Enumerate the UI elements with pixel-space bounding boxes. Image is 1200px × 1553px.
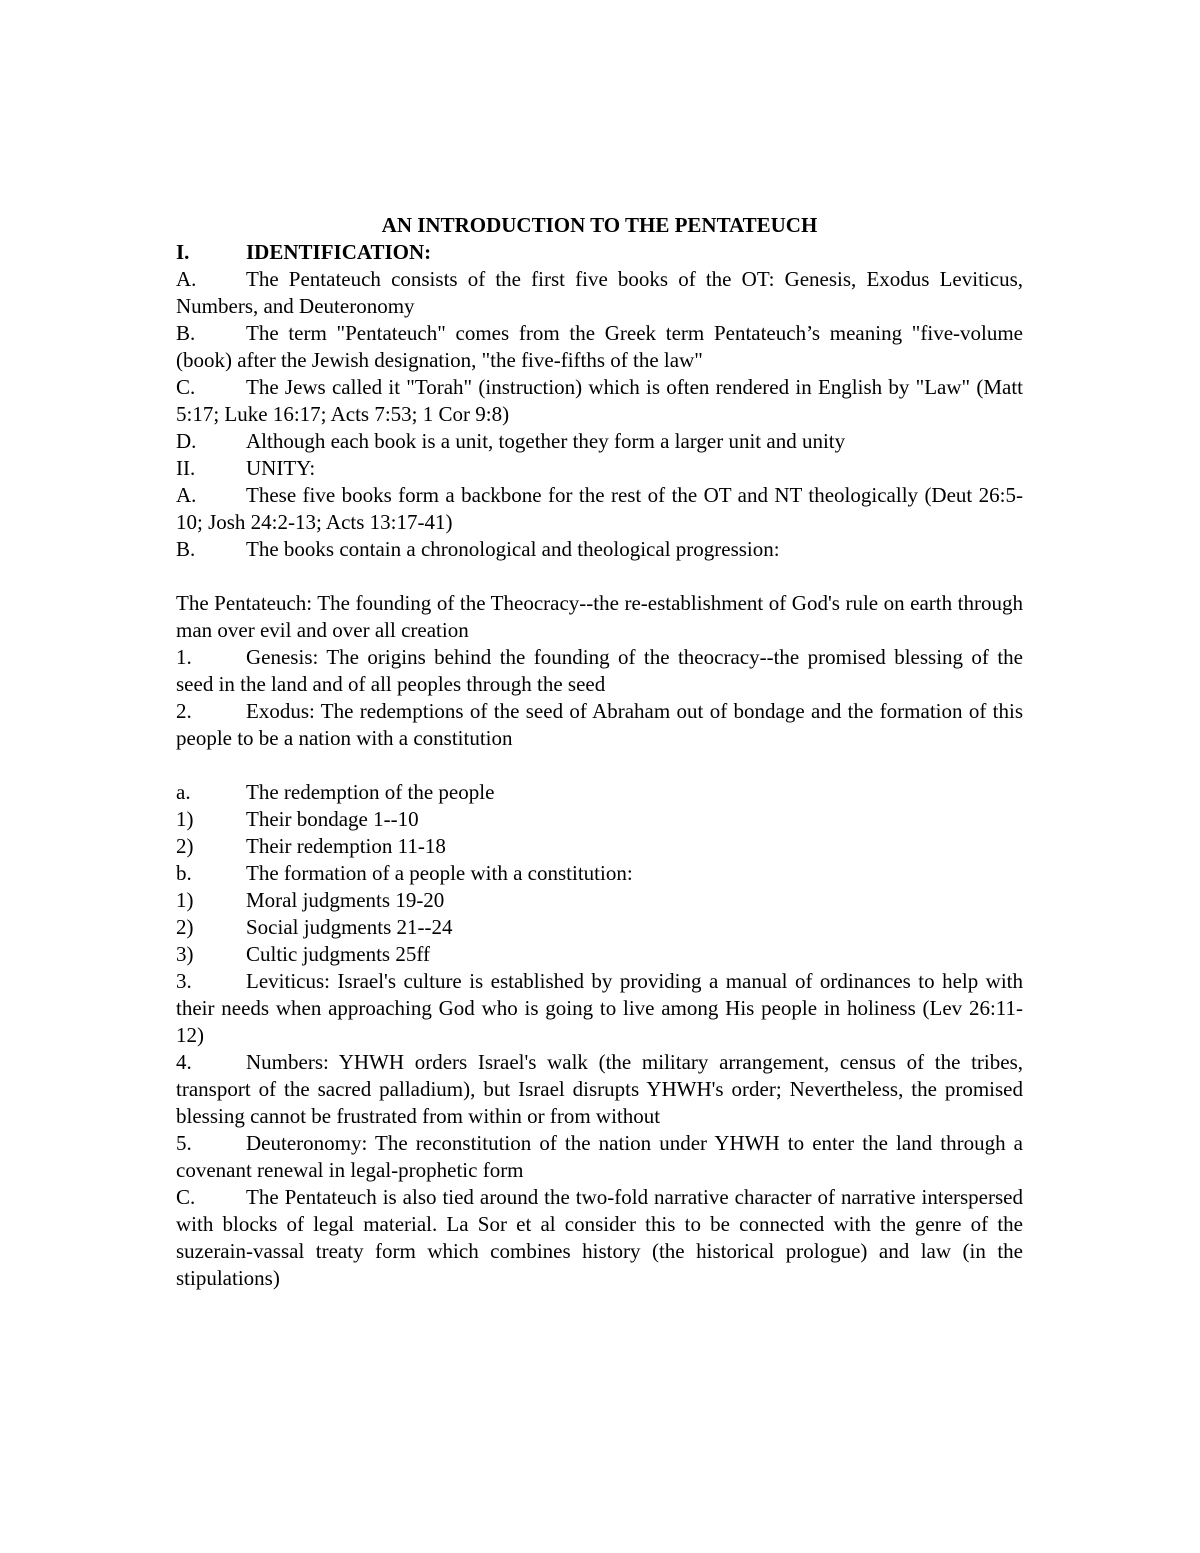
item-text: The formation of a people with a constitution:	[246, 861, 633, 885]
item-marker: B.	[176, 537, 196, 561]
outline-item	[176, 644, 1023, 698]
outline-item	[176, 1049, 1023, 1130]
outline-item	[176, 806, 1023, 833]
item-marker: b.	[176, 861, 192, 885]
item-text: The Jews called it "Torah" (instruction) which is often rendered in English by "Law" (Matt 5:17; Luke 16:17; Acts 7:53; 1 Cor 9:8)	[176, 375, 1023, 426]
item-text: Social judgments 21--24	[246, 915, 453, 939]
outline-item	[176, 428, 1023, 455]
outline-item	[176, 374, 1023, 428]
outline-item	[176, 320, 1023, 374]
item-text: Leviticus: Israel's culture is established by providing a manual of ordinances to help with their needs when approaching God who is going to live among His people in holiness (Lev 26:11-12)	[176, 969, 1023, 1047]
item-text: Exodus: The redemptions of the seed of Abraham out of bondage and the formation of this people to be a nation with a constitution	[176, 699, 1023, 750]
item-marker: C.	[176, 375, 196, 399]
outline-item	[176, 914, 1023, 941]
spacer	[176, 563, 1023, 590]
item-marker: 2.	[176, 699, 192, 723]
outline-item	[176, 1184, 1023, 1292]
item-text: Although each book is a unit, together they form a larger unit and unity	[246, 429, 846, 453]
item-text: Moral judgments 19-20	[246, 888, 445, 912]
item-text: Deuteronomy: The reconstitution of the nation under YHWH to enter the land through a covenant renewal in legal-prophetic form	[176, 1131, 1023, 1182]
section-marker: I.	[176, 240, 190, 264]
item-marker: 2)	[176, 834, 194, 858]
item-text: Cultic judgments 25ff	[246, 942, 430, 966]
item-text: Numbers: YHWH orders Israel's walk (the military arrangement, census of the tribes, transport of the sacred palladium), but Israel disrupts YHWH's order; Nevertheless, the promised blessing cannot be frustrated from within or from without	[176, 1050, 1023, 1128]
item-marker: 1)	[176, 888, 194, 912]
item-text: The books contain a chronological and theological progression:	[246, 537, 780, 561]
section-heading-identification	[176, 239, 1023, 266]
outline-item	[176, 941, 1023, 968]
outline-item	[176, 536, 1023, 563]
item-marker: D.	[176, 429, 197, 453]
item-text: Genesis: The origins behind the founding of the theocracy--the promised blessing of the seed in the land and of all peoples through the seed	[176, 645, 1023, 696]
item-marker: 3)	[176, 942, 194, 966]
item-text: The term "Pentateuch" comes from the Greek term Pentateuch’s meaning "five-volume (book) after the Jewish designation, "the five-fifths of the law"	[176, 321, 1023, 372]
item-marker: A.	[176, 483, 197, 507]
outline-item	[176, 887, 1023, 914]
item-marker: 3.	[176, 969, 192, 993]
outline-item	[176, 1130, 1023, 1184]
item-marker: 1)	[176, 807, 194, 831]
item-marker: 5.	[176, 1131, 192, 1155]
section-title: UNITY:	[246, 456, 316, 480]
item-marker: C.	[176, 1185, 196, 1209]
spacer	[176, 752, 1023, 779]
outline-item	[176, 860, 1023, 887]
item-marker: 1.	[176, 645, 192, 669]
item-text: Their redemption 11-18	[246, 834, 446, 858]
outline-item	[176, 482, 1023, 536]
item-text: These five books form a backbone for the rest of the OT and NT theologically (Deut 26:5-10; Josh 24:2-13; Acts 13:17-41)	[176, 483, 1023, 534]
section-title: IDENTIFICATION:	[246, 240, 432, 264]
item-text: The redemption of the people	[246, 780, 495, 804]
outline-item	[176, 779, 1023, 806]
section-marker: II.	[176, 456, 196, 480]
outline-item	[176, 833, 1023, 860]
item-marker: B.	[176, 321, 196, 345]
item-text: The Pentateuch consists of the first five books of the OT: Genesis, Exodus Leviticus, Numbers, and Deuteronomy	[176, 267, 1023, 318]
item-marker: A.	[176, 267, 197, 291]
item-text: The Pentateuch is also tied around the two-fold narrative character of narrative interspersed with blocks of legal material. La Sor et al consider this to be connected with the genre of the suzerain-vassal treaty form which combines history (the historical prologue) and law (in the stipulations)	[176, 1185, 1023, 1290]
document-title: AN INTRODUCTION TO THE PENTATEUCH	[381, 213, 818, 237]
intro-paragraph: The Pentateuch: The founding of the Theocracy--the re-establishment of God's rule on earth through man over evil and over all creation	[176, 591, 1023, 642]
document-page	[176, 212, 1023, 1292]
item-marker: 4.	[176, 1050, 192, 1074]
item-text: Their bondage 1--10	[246, 807, 419, 831]
section-heading-unity	[176, 455, 1023, 482]
item-marker: a.	[176, 780, 191, 804]
outline-item	[176, 968, 1023, 1049]
item-marker: 2)	[176, 915, 194, 939]
outline-item	[176, 266, 1023, 320]
outline-item	[176, 698, 1023, 752]
